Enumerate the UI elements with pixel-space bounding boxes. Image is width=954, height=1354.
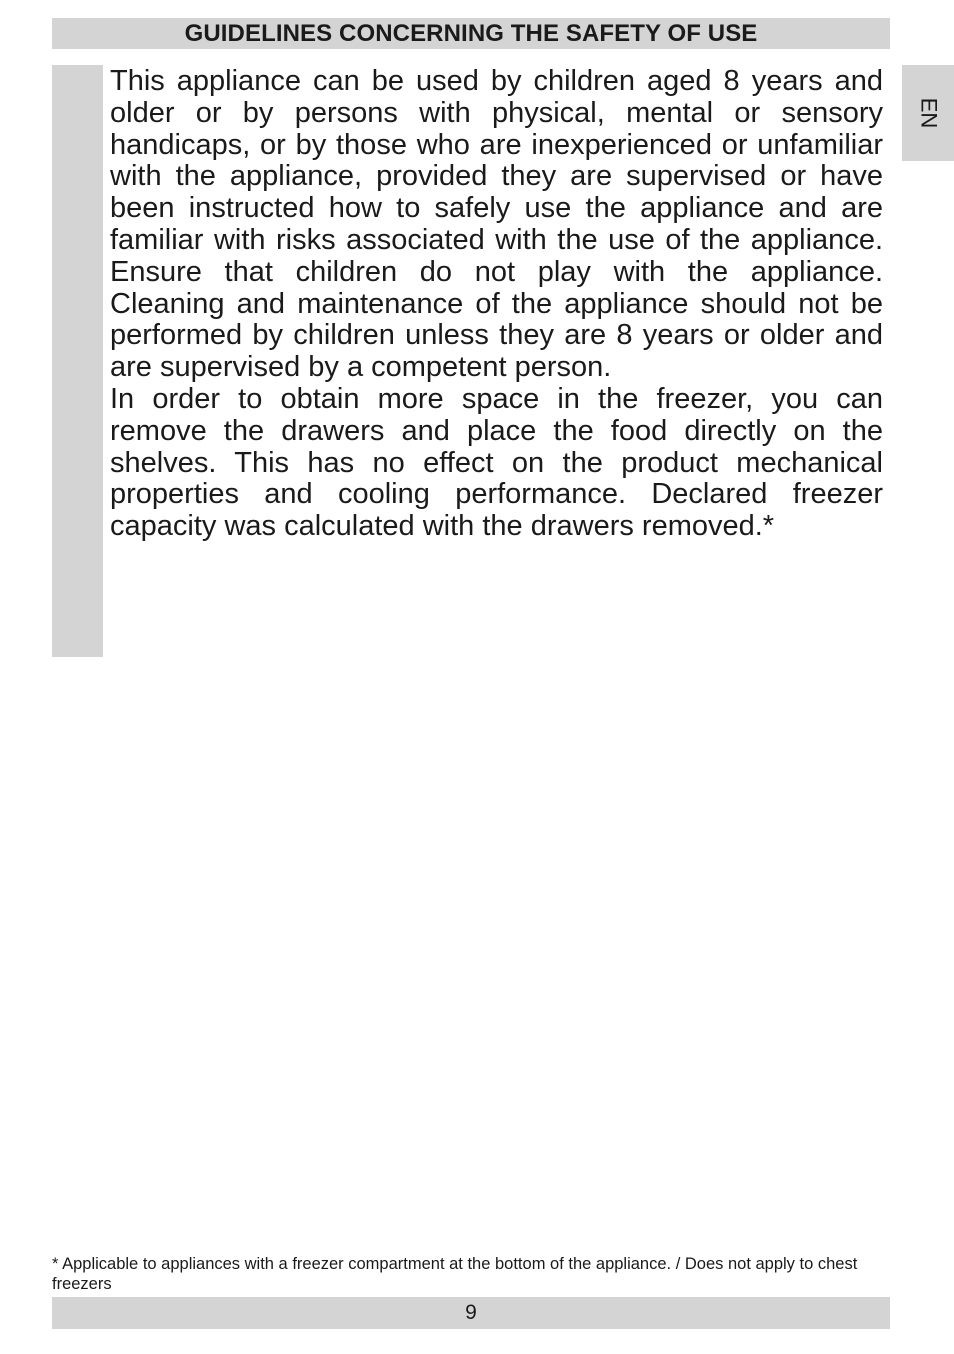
section-header [52, 18, 890, 49]
page-footer [52, 1297, 890, 1329]
page-number: 9 [465, 1301, 477, 1324]
language-tab [902, 65, 954, 161]
freezer-drawers-paragraph: In order to obtain more space in the freezer, you can remove the drawers and place the food directly on the shelves. This has no effect on the product mechanical properties and cooling performance. Declared freezer capacity was calculated with the drawers removed.* [110, 382, 883, 543]
section-title: GUIDELINES CONCERNING THE SAFETY OF USE [184, 19, 758, 47]
children-safety-paragraph: This appliance can be used by children aged 8 years and older or by persons with physical, mental or sensory handicaps, or by those who are inexperienced or unfamiliar with the appliance, provided they are supervised or have been instructed how to safely use the appliance and are familiar with risks associated with the use of the appliance. Ensure that children do not play with the appliance. Cleaning and maintenance of the appliance should not be performed by children unless they are 8 years or older and are supervised by a competent person. [110, 65, 883, 384]
left-margin-bar [52, 65, 103, 657]
footnote: * Applicable to appliances with a freezer compartment at the bottom of the appliance. / Does not apply to chest freezers [52, 1255, 858, 1293]
language-label: EN [916, 97, 941, 129]
safety-text-block [110, 66, 883, 543]
